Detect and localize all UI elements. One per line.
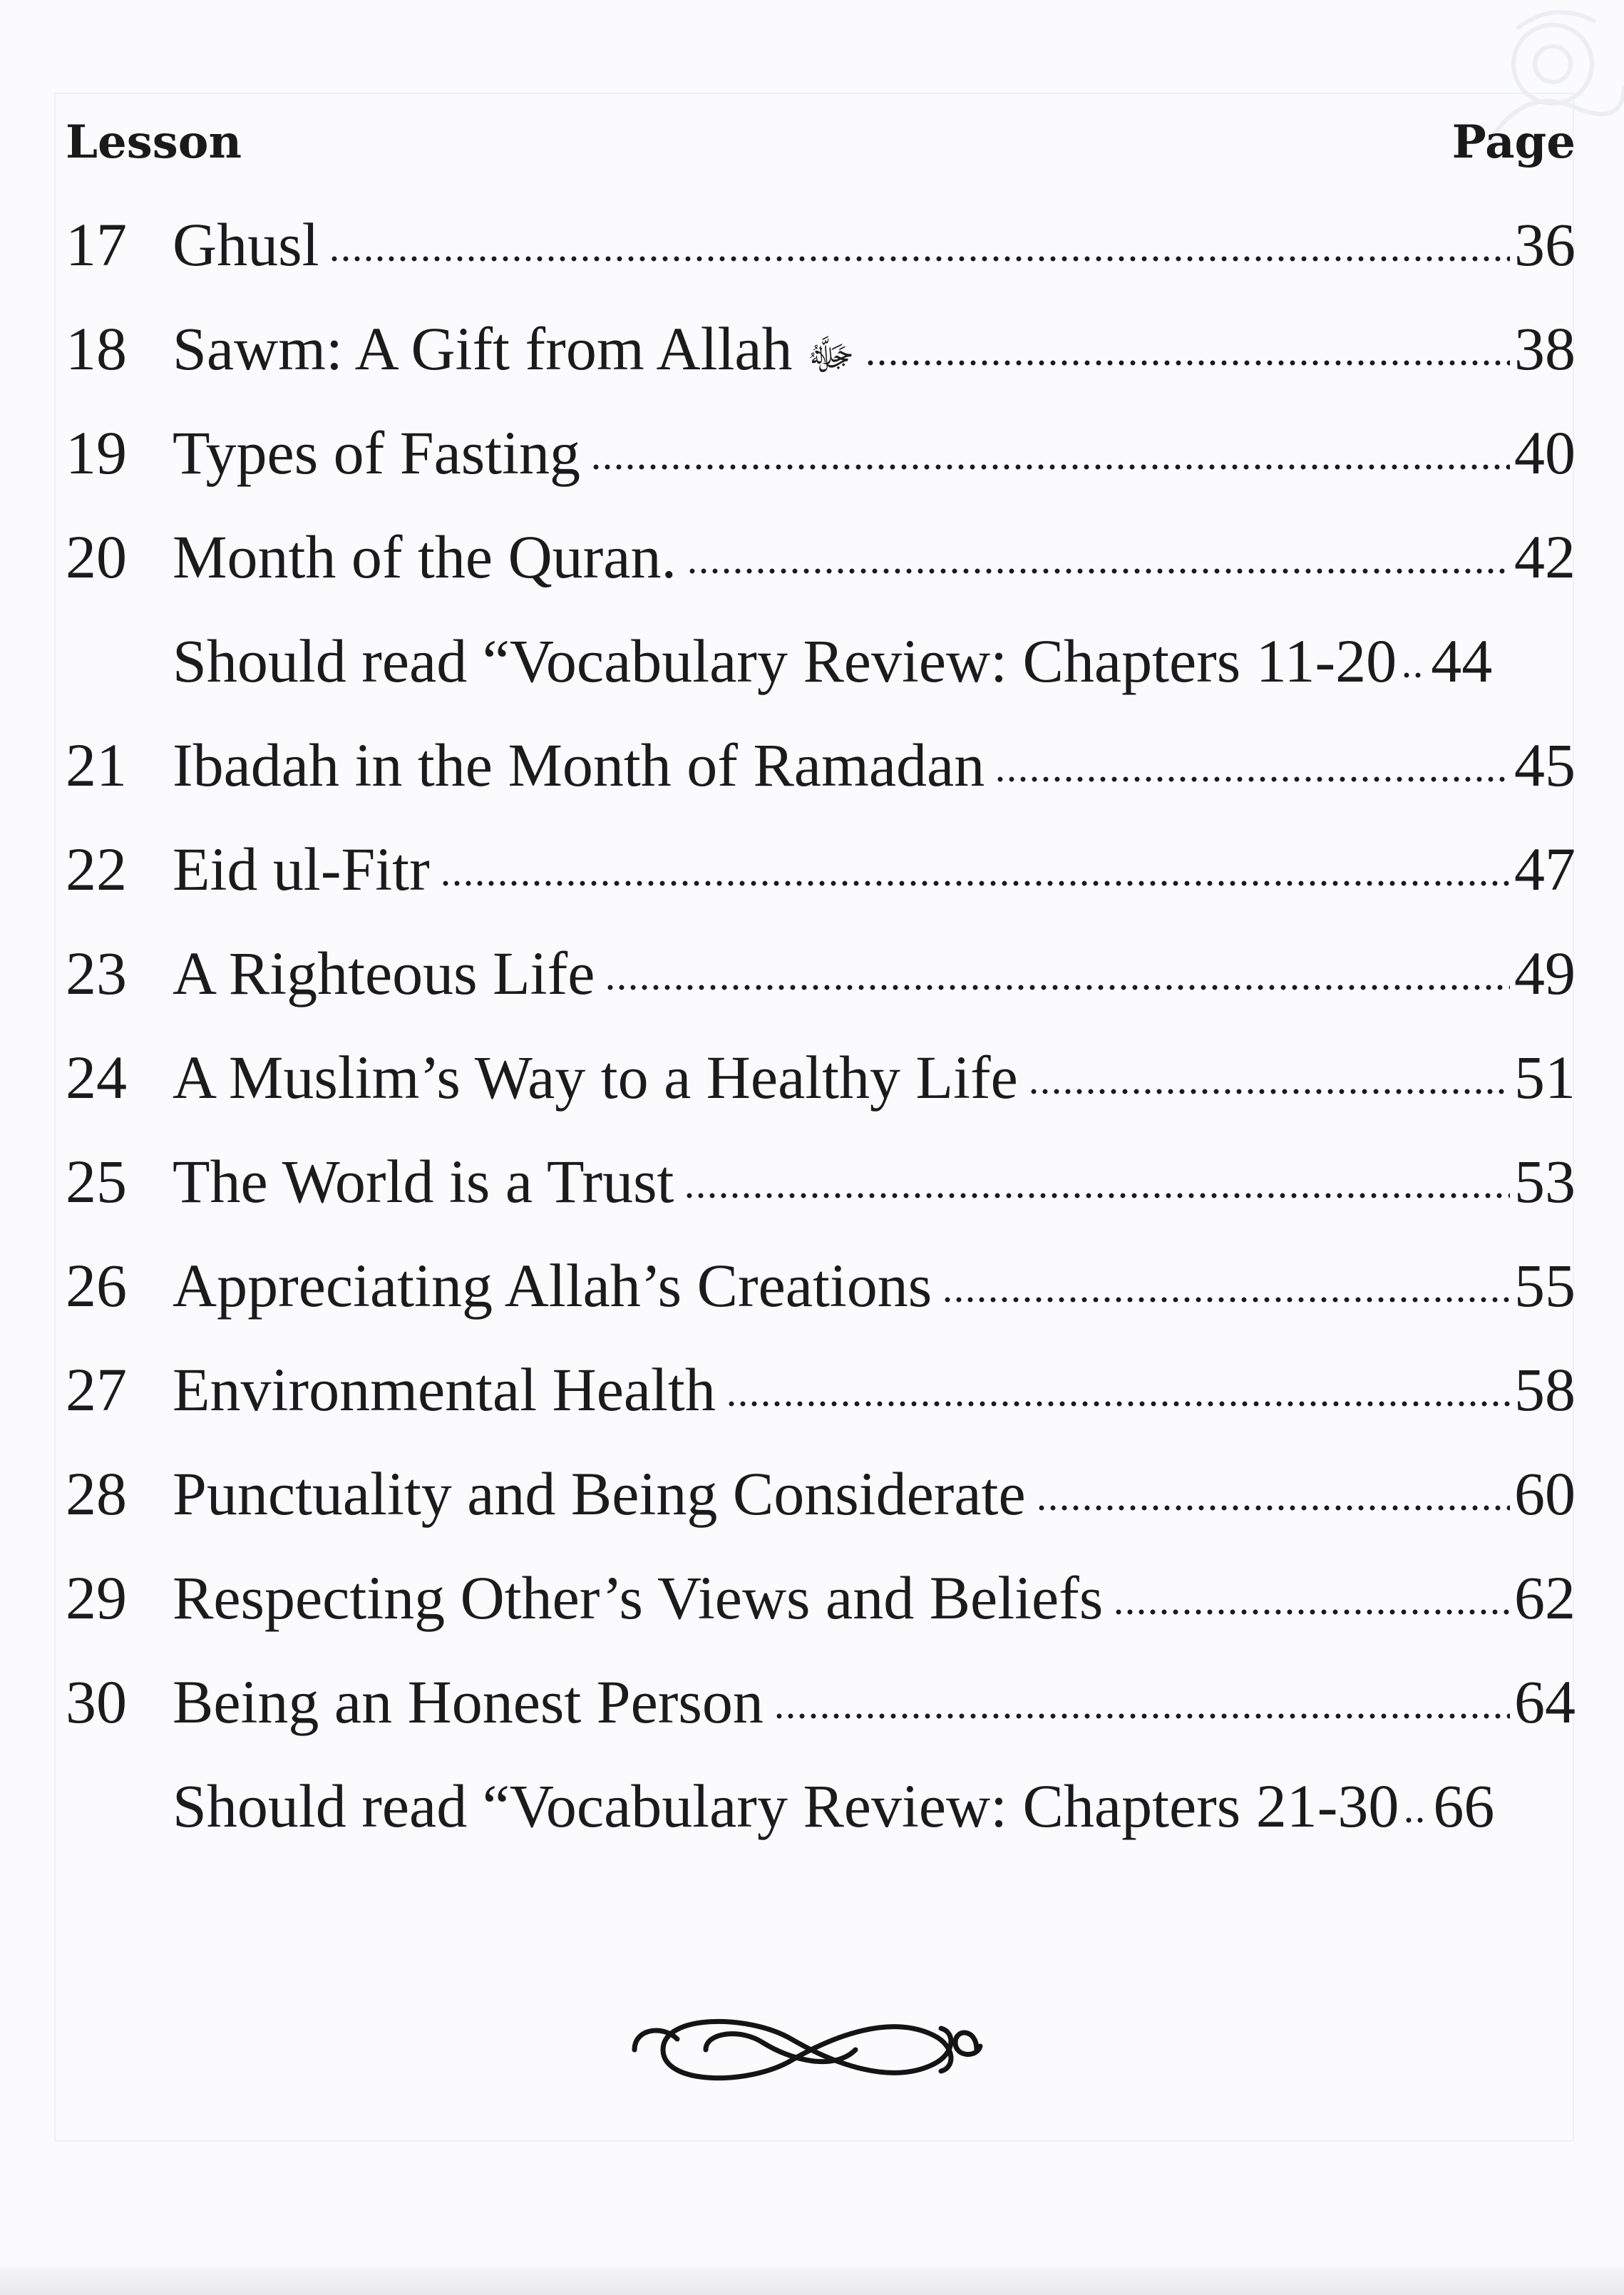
lesson-number: 19 xyxy=(66,419,127,487)
page-bottom-shadow xyxy=(0,2266,1624,2295)
lesson-title: Month of the Quran. xyxy=(173,523,677,591)
dot-leader xyxy=(687,565,1510,577)
toc-list xyxy=(66,191,1576,1857)
lesson-number: 23 xyxy=(66,939,127,1007)
page-number: 51 xyxy=(1514,1043,1576,1111)
dot-leader xyxy=(1401,669,1427,682)
toc-entry[interactable] xyxy=(66,920,1576,1024)
lesson-number: 25 xyxy=(66,1147,127,1216)
toc-entry[interactable] xyxy=(66,607,1576,712)
lesson-title: Should read “Vocabulary Review: Chapters 11-20 xyxy=(173,627,1397,695)
toc-entry[interactable] xyxy=(66,1544,1576,1648)
dot-leader xyxy=(726,1397,1510,1410)
lesson-number: 17 xyxy=(66,210,127,279)
lesson-number: 30 xyxy=(66,1668,127,1736)
toc-entry[interactable] xyxy=(66,191,1576,295)
dot-leader xyxy=(1028,1085,1510,1098)
honorific-glyph: ﷻ xyxy=(806,332,855,379)
page-number: 36 xyxy=(1514,210,1576,279)
page-number: 64 xyxy=(1514,1668,1576,1736)
toc-header xyxy=(66,107,1576,178)
page-number: 55 xyxy=(1514,1251,1576,1320)
toc-entry[interactable] xyxy=(66,712,1576,816)
dot-leader xyxy=(995,773,1510,786)
page-number: 49 xyxy=(1514,939,1576,1007)
page-column-header: Page xyxy=(1451,115,1576,169)
lesson-title: Ibadah in the Month of Ramadan xyxy=(173,731,985,799)
dot-leader xyxy=(865,356,1510,369)
page-number: 44 xyxy=(1431,627,1493,695)
dot-leader xyxy=(329,252,1510,265)
dot-leader xyxy=(590,461,1510,473)
dot-leader xyxy=(774,1710,1510,1722)
lesson-number: 21 xyxy=(66,731,127,799)
toc-entry[interactable] xyxy=(66,1024,1576,1128)
lesson-title: Being an Honest Person xyxy=(173,1668,764,1736)
page-number: 42 xyxy=(1514,523,1576,591)
lesson-title: Types of Fasting xyxy=(173,419,581,487)
lesson-title: Respecting Other’s Views and Beliefs xyxy=(173,1564,1104,1632)
toc-entry[interactable] xyxy=(66,1440,1576,1544)
lesson-number: 22 xyxy=(66,835,127,903)
lesson-title: Punctuality and Being Considerate xyxy=(173,1459,1026,1528)
toc-entry[interactable] xyxy=(66,1336,1576,1440)
dot-leader xyxy=(605,981,1510,994)
toc-entry[interactable] xyxy=(66,503,1576,607)
page-number: 47 xyxy=(1514,835,1576,903)
page-number: 66 xyxy=(1433,1772,1495,1840)
page-number: 45 xyxy=(1514,731,1576,799)
lesson-title: Sawm: A Gift from Allah xyxy=(173,314,793,383)
toc-entry[interactable] xyxy=(66,1648,1576,1752)
page-number: 38 xyxy=(1514,314,1576,383)
dot-leader xyxy=(1403,1814,1429,1827)
toc-entry[interactable] xyxy=(66,1232,1576,1336)
page-number: 60 xyxy=(1514,1459,1576,1528)
toc-entry[interactable] xyxy=(66,1128,1576,1232)
flourish-ornament-icon xyxy=(620,2000,1005,2100)
lesson-title: Environmental Health xyxy=(173,1355,716,1424)
lesson-number: 20 xyxy=(66,523,127,591)
lesson-title: A Righteous Life xyxy=(173,939,595,1007)
dot-leader xyxy=(1036,1501,1510,1514)
page-number: 53 xyxy=(1514,1147,1576,1216)
lesson-title: Ghusl xyxy=(173,210,319,279)
page-number: 40 xyxy=(1514,419,1576,487)
lesson-number: 27 xyxy=(66,1355,127,1424)
lesson-title: The World is a Trust xyxy=(173,1147,674,1216)
page-number: 58 xyxy=(1514,1355,1576,1424)
toc-entry[interactable] xyxy=(66,816,1576,920)
toc-entry[interactable] xyxy=(66,399,1576,503)
dot-leader xyxy=(440,877,1510,890)
lesson-title: Eid ul-Fitr xyxy=(173,835,430,903)
dot-leader xyxy=(1113,1606,1510,1618)
dot-leader xyxy=(942,1293,1510,1306)
toc-entry[interactable] xyxy=(66,295,1576,399)
lesson-title: Should read “Vocabulary Review: Chapters 21-30 xyxy=(173,1772,1399,1840)
lesson-number: 29 xyxy=(66,1564,127,1632)
lesson-number: 24 xyxy=(66,1043,127,1111)
toc-entry[interactable] xyxy=(66,1752,1576,1857)
lesson-column-header: Lesson xyxy=(66,115,242,169)
lesson-number: 18 xyxy=(66,314,127,383)
lesson-title: A Muslim’s Way to a Healthy Life xyxy=(173,1043,1018,1111)
lesson-number: 26 xyxy=(66,1251,127,1320)
dot-leader xyxy=(684,1189,1510,1202)
page-number: 62 xyxy=(1514,1564,1576,1632)
lesson-number: 28 xyxy=(66,1459,127,1528)
lesson-title: Appreciating Allah’s Creations xyxy=(173,1251,932,1320)
